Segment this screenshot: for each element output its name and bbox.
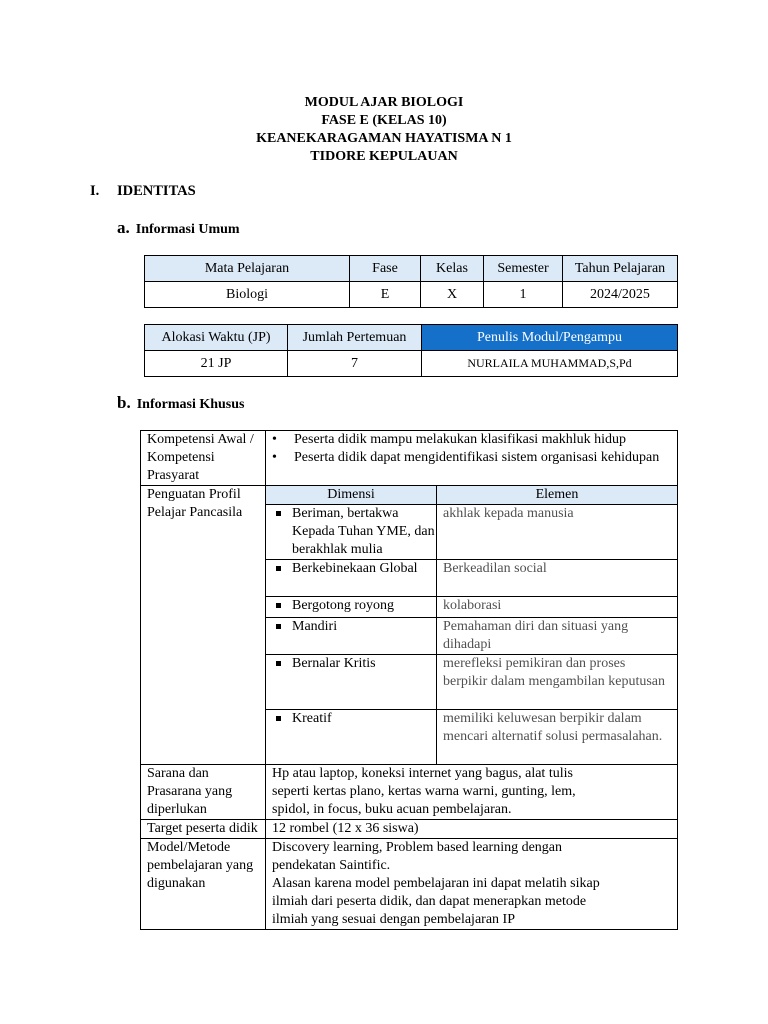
header-jumlah-pertemuan: Jumlah Pertemuan: [288, 325, 422, 351]
table-header-row: [145, 256, 678, 282]
model-text-2: Alasan karena model pembelajaran ini dapat melatih sikap ilmiah dari peserta didik, dan dapat menerapkan metode ilmiah yang sesuai dengan pembelajaran IP: [272, 876, 600, 927]
cell-jumlah-pertemuan: 7: [288, 351, 422, 377]
table-row: [266, 597, 677, 618]
dimensi-text: Berkebinekaan Global: [276, 560, 436, 578]
cell-kompetensi: [266, 431, 678, 486]
table-row: [266, 655, 677, 710]
title-line-4: TIDORE KEPULAUAN: [310, 149, 458, 164]
table-row: [145, 282, 678, 308]
header-semester: Semester: [484, 256, 563, 282]
title-line-3: KEANEKARAGAMAN HAYATISMA N 1: [256, 131, 512, 146]
label-kompetensi: Kompetensi Awal / Kompetensi Prasyarat: [141, 431, 266, 486]
document-title: [0, 94, 768, 166]
subsection-b-marker: b.: [117, 393, 131, 412]
cell-fase: E: [350, 282, 421, 308]
header-mata-pelajaran: Mata Pelajaran: [145, 256, 350, 282]
table-row: [145, 351, 678, 377]
header-elemen: Elemen: [535, 487, 579, 502]
cell-dimensi: [266, 710, 437, 765]
list-item: • Peserta didik mampu melakukan klasifikasi makhluk hidup: [266, 431, 677, 449]
cell-sarana: Hp atau laptop, koneksi internet yang bagus, alat tulis seperti kertas plano, kertas warna warni, gunting, lem, spidol, in focus, buku acuan pembelajaran.: [266, 765, 678, 820]
section-number: I.: [90, 183, 100, 199]
row-sarana: [141, 765, 678, 820]
title-line-2: FASE E (KELAS 10): [321, 113, 447, 128]
dimensi-text: Mandiri: [276, 618, 436, 636]
header-tahun-pelajaran: Tahun Pelajaran: [563, 256, 678, 282]
cell-dimensi: [266, 655, 437, 710]
cell-elemen: Pemahaman diri dan situasi yang dihadapi: [437, 618, 678, 655]
cell-semester: 1: [484, 282, 563, 308]
subsection-a-label: Informasi Umum: [135, 222, 240, 237]
cell-mata-pelajaran: Biologi: [145, 282, 350, 308]
header-fase: Fase: [350, 256, 421, 282]
table-row: [266, 505, 677, 560]
subsection-b-heading: [117, 393, 244, 413]
cell-dimensi: [266, 560, 437, 597]
table-row: [266, 618, 677, 655]
dimensi-text: Bergotong royong: [276, 597, 436, 615]
cell-elemen: Berkeadilan social: [437, 560, 678, 597]
cell-elemen: memiliki keluwesan berpikir dalam mencari alternatif solusi permasalahan.: [437, 710, 678, 765]
cell-model: [266, 839, 678, 930]
cell-target: 12 rombel (12 x 36 siswa): [266, 820, 678, 839]
table-header-row: [145, 325, 678, 351]
table-informasi-khusus: [140, 430, 678, 930]
header-kelas: Kelas: [421, 256, 484, 282]
table-informasi-umum: [144, 255, 678, 308]
cell-elemen: kolaborasi: [437, 597, 678, 618]
subsection-a-marker: a.: [117, 218, 130, 237]
table-profil-pancasila: [266, 486, 677, 764]
label-model: Model/Metode pembelajaran yang digunakan: [141, 839, 266, 930]
subsection-b-label: Informasi Khusus: [136, 397, 245, 412]
cell-kelas: X: [421, 282, 484, 308]
label-target: Target peserta didik: [141, 820, 266, 839]
header-dimensi: Dimensi: [266, 486, 437, 505]
section-heading: [90, 183, 196, 200]
header-penulis-modul: Penulis Modul/Pengampu: [422, 325, 678, 351]
row-profil-pancasila: [141, 486, 678, 765]
model-text-1: Discovery learning, Problem based learning dengan pendekatan Saintific.: [272, 840, 563, 873]
table-alokasi: [144, 324, 678, 377]
cell-tahun-pelajaran: 2024/2025: [563, 282, 678, 308]
cell-elemen: akhlak kepada manusia: [437, 505, 678, 560]
label-sarana: Sarana dan Prasarana yang diperlukan: [141, 765, 266, 820]
row-kompetensi: [141, 431, 678, 486]
table-row: [266, 560, 677, 597]
row-target: [141, 820, 678, 839]
title-line-1: MODUL AJAR BIOLOGI: [304, 95, 464, 110]
section-label: IDENTITAS: [117, 183, 196, 199]
cell-penulis-modul: NURLAILA MUHAMMAD,S,Pd: [422, 351, 678, 377]
cell-alokasi-waktu: 21 JP: [145, 351, 288, 377]
kompetensi-list: [266, 431, 677, 467]
cell-profil-pancasila: [266, 486, 678, 765]
table-header-row: [266, 486, 677, 505]
header-alokasi-waktu: Alokasi Waktu (JP): [145, 325, 288, 351]
list-item: • Peserta didik dapat mengidentifikasi sistem organisasi kehidupan: [266, 449, 677, 467]
cell-elemen: merefleksi pemikiran dan proses berpikir dalam mengambilan keputusan: [437, 655, 678, 710]
table-row: [266, 710, 677, 765]
subsection-a-heading: [117, 218, 240, 238]
cell-dimensi: [266, 505, 437, 560]
cell-dimensi: [266, 618, 437, 655]
dimensi-text: Beriman, bertakwa Kepada Tuhan YME, dan berakhlak mulia: [276, 505, 436, 559]
dimensi-text: Kreatif: [276, 710, 436, 728]
label-profil-pancasila: Penguatan Profil Pelajar Pancasila: [141, 486, 266, 765]
row-model: [141, 839, 678, 930]
cell-dimensi: [266, 597, 437, 618]
dimensi-text: Bernalar Kritis: [276, 655, 436, 673]
